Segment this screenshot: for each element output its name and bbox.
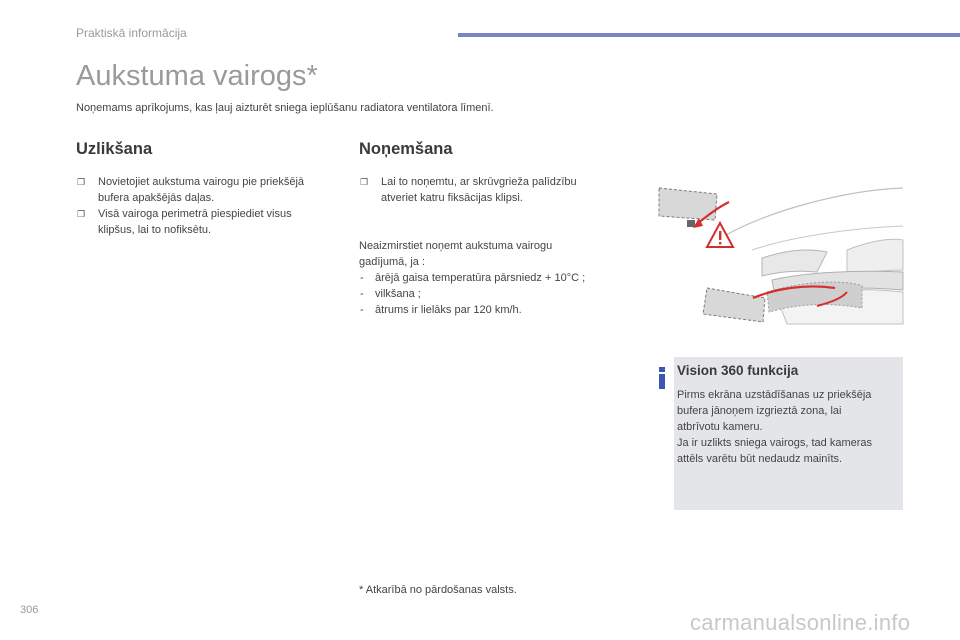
list-item: - ārējā gaisa temperatūra pārsniedz + 10°C ; bbox=[359, 270, 629, 286]
header-accent-bar bbox=[458, 33, 960, 37]
installation-section bbox=[76, 140, 326, 238]
intro-text: Noņemams aprīkojums, kas ļauj aizturēt sniega ieplūšanu radiatora ventilatora līmenī. bbox=[76, 102, 494, 114]
list-item: ❒ Visā vairoga perimetrā piespiediet visus klipšus, lai to nofiksētu. bbox=[77, 208, 292, 236]
removal-steps bbox=[359, 174, 609, 206]
list-item: ❒ Novietojiet aukstuma vairogu pie priekšējā bufera apakšējās daļas. bbox=[77, 176, 305, 204]
removal-heading: Noņemšana bbox=[359, 140, 453, 158]
list-item: ❒ Lai to noņemtu, ar skrūvgrieža palīdzību atveriet katru fiksācijas klipsi. bbox=[360, 176, 577, 204]
installation-heading: Uzlikšana bbox=[76, 140, 153, 158]
section-label: Praktiskā informācija bbox=[76, 26, 187, 40]
installation-steps bbox=[76, 174, 320, 238]
removal-note: Neaizmirstiet noņemt aukstuma vairogu gadījumā, ja : bbox=[359, 240, 553, 268]
footnote: * Atkarībā no pārdošanas valsts. bbox=[359, 584, 517, 596]
warning-triangle-icon bbox=[707, 223, 733, 247]
list-item: - ātrums ir lielāks par 120 km/h. bbox=[359, 302, 629, 318]
checkbox-icon: ❒ bbox=[77, 177, 86, 187]
info-title: Vision 360 funkcija bbox=[677, 363, 799, 378]
snow-shield-illustration bbox=[657, 180, 905, 330]
checkbox-icon: ❒ bbox=[77, 209, 86, 219]
page-number: 306 bbox=[20, 604, 39, 616]
checkbox-icon: ❒ bbox=[360, 177, 369, 187]
list-item: - vilkšana ; bbox=[359, 286, 629, 302]
info-box bbox=[642, 357, 903, 510]
info-icon bbox=[656, 367, 668, 389]
page-title: Aukstuma vairogs* bbox=[76, 60, 318, 92]
info-body: Pirms ekrāna uzstādīšanas uz priekšēja bufera jānoņem izgrieztā zona, lai atbrīvotu kameru. Ja ir uzlikts sniega vairogs, tad kameras attēls varētu būt nedaudz mainīts. bbox=[677, 389, 873, 465]
removal-conditions bbox=[359, 270, 629, 318]
removal-section bbox=[359, 140, 629, 318]
watermark: carmanualsonline.info bbox=[690, 610, 911, 635]
